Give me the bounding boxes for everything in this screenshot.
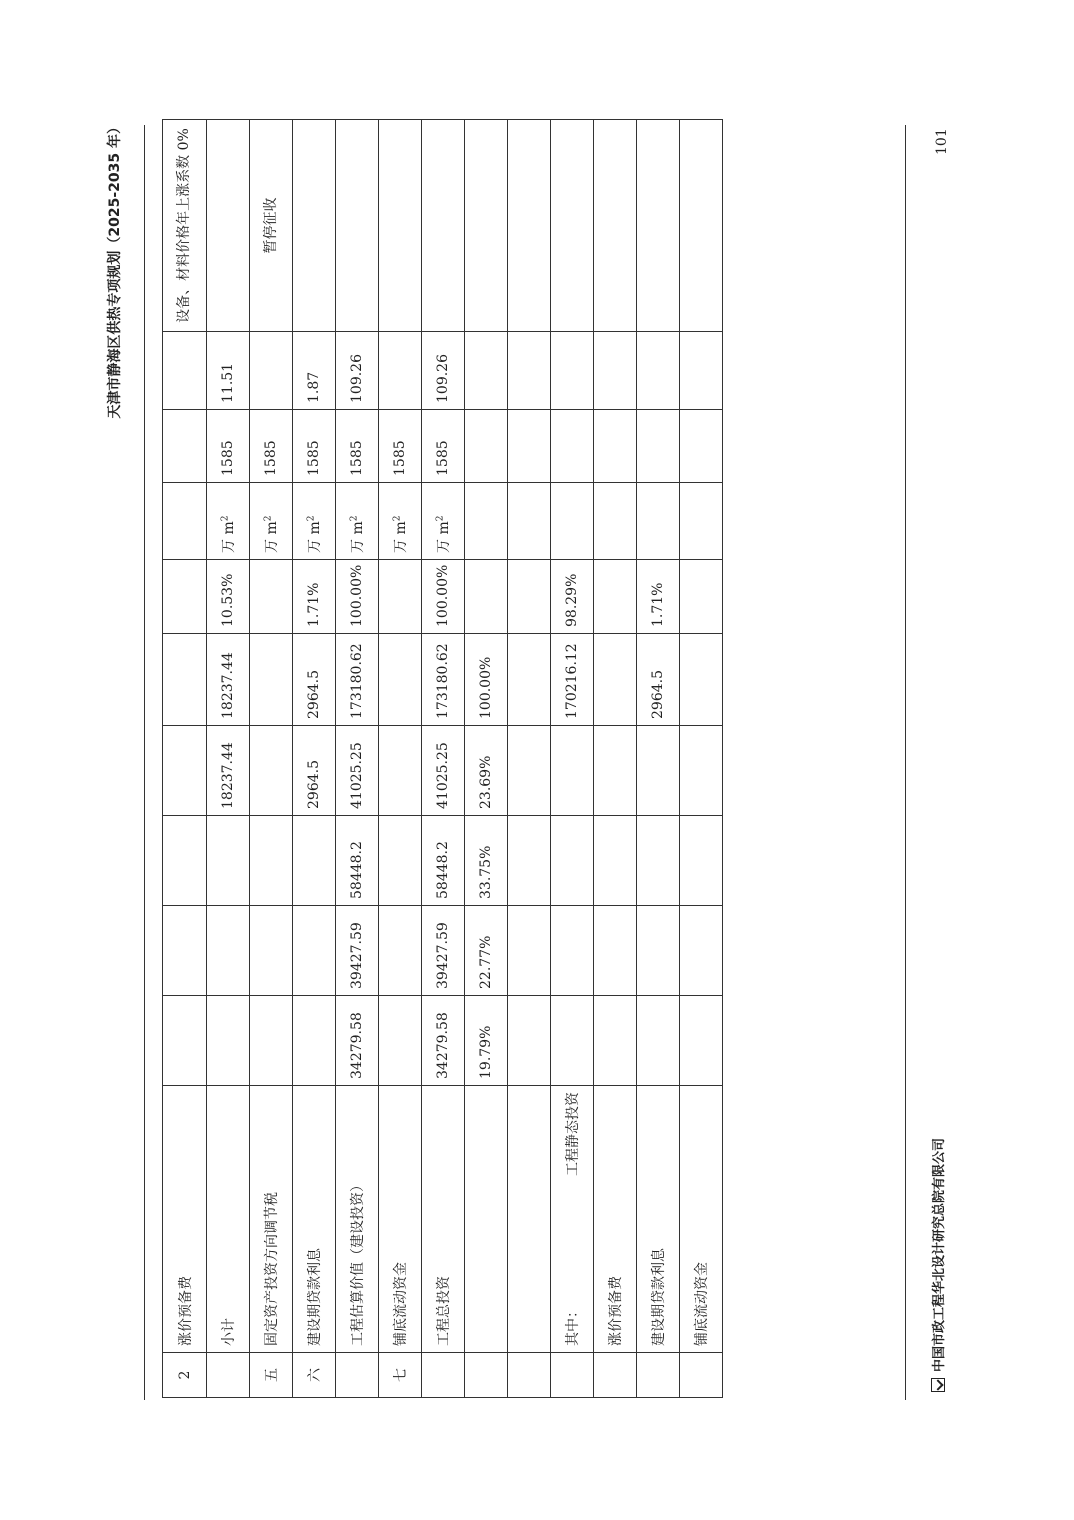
cell-c5: 18237.44	[207, 634, 250, 726]
cell-c2	[163, 906, 207, 996]
cell-unit	[465, 483, 508, 560]
cell-unit	[680, 483, 723, 560]
cell-qty	[551, 410, 594, 483]
cell-c4	[551, 726, 594, 816]
cell-note	[551, 120, 594, 332]
cell-note	[508, 120, 551, 332]
item-name: 工程总投资	[422, 1086, 465, 1353]
cell-c2	[680, 906, 723, 996]
cell-index: 1.87	[293, 332, 336, 410]
table-row	[508, 120, 551, 1398]
footer-rule	[905, 125, 906, 1400]
cell-c5: 100.00%	[465, 634, 508, 726]
cell-qty	[508, 410, 551, 483]
cell-c4: 41025.25	[422, 726, 465, 816]
item-prefix: 其中：	[565, 1304, 581, 1346]
item-name: 建设期贷款利息	[637, 1086, 680, 1353]
cell-c2	[637, 906, 680, 996]
row-number: 五	[250, 1353, 293, 1398]
unit-exponent: 2	[392, 515, 403, 522]
cell-unit	[336, 483, 379, 560]
table-row	[163, 120, 207, 1398]
cell-c5	[680, 634, 723, 726]
cell-unit	[250, 483, 293, 560]
table-row	[465, 120, 508, 1398]
footer-organization	[928, 1138, 947, 1392]
table-row	[207, 120, 250, 1398]
cell-c6	[680, 560, 723, 634]
cell-c3: 58448.2	[336, 816, 379, 906]
cell-note	[680, 120, 723, 332]
unit-exponent: 2	[435, 515, 446, 522]
cell-c1: 19.79%	[465, 996, 508, 1086]
cell-c4: 23.69%	[465, 726, 508, 816]
cell-c6: 100.00%	[422, 560, 465, 634]
cell-c3	[250, 816, 293, 906]
item-name: 铺底流动资金	[379, 1086, 422, 1353]
table-row	[551, 120, 594, 1398]
unit-text: 万 m	[264, 521, 280, 553]
cell-index	[637, 332, 680, 410]
unit-exponent: 2	[263, 515, 274, 522]
item-name: 涨价预备费	[594, 1086, 637, 1353]
cell-c1	[637, 996, 680, 1086]
cell-c1	[250, 996, 293, 1086]
cell-unit	[508, 483, 551, 560]
cell-c5	[379, 634, 422, 726]
cell-note	[293, 120, 336, 332]
unit-text: 万 m	[221, 521, 237, 553]
cell-qty: 1585	[422, 410, 465, 483]
cell-unit	[594, 483, 637, 560]
cell-c4: 2964.5	[293, 726, 336, 816]
cell-c1	[594, 996, 637, 1086]
cell-c3	[207, 816, 250, 906]
cell-index	[551, 332, 594, 410]
item-name: 涨价预备费	[163, 1086, 207, 1353]
row-number	[680, 1353, 723, 1398]
cell-c3	[293, 816, 336, 906]
cell-c2	[207, 906, 250, 996]
unit-text: 万 m	[307, 521, 323, 553]
cell-c2: 22.77%	[465, 906, 508, 996]
item-name: 固定资产投资方向调节税	[250, 1086, 293, 1353]
cell-c1	[163, 996, 207, 1086]
cell-c1	[551, 996, 594, 1086]
cell-c6	[465, 560, 508, 634]
cell-qty: 1585	[293, 410, 336, 483]
cell-index	[250, 332, 293, 410]
cell-c2: 39427.59	[336, 906, 379, 996]
cell-c2	[508, 906, 551, 996]
cell-unit	[551, 483, 594, 560]
cell-note	[379, 120, 422, 332]
row-number	[551, 1353, 594, 1398]
cell-c5: 2964.5	[293, 634, 336, 726]
cell-unit	[207, 483, 250, 560]
cell-c2: 39427.59	[422, 906, 465, 996]
cell-c5	[250, 634, 293, 726]
cell-qty: 1585	[207, 410, 250, 483]
cell-c4	[379, 726, 422, 816]
cell-c6: 1.71%	[637, 560, 680, 634]
cell-qty: 1585	[250, 410, 293, 483]
cell-note	[594, 120, 637, 332]
cell-index	[508, 332, 551, 410]
cell-c4	[250, 726, 293, 816]
table-row	[680, 120, 723, 1398]
company-logo-icon	[931, 1378, 945, 1392]
table-row	[250, 120, 293, 1398]
cell-c4: 41025.25	[336, 726, 379, 816]
cell-c3	[508, 816, 551, 906]
cell-c5: 173180.62	[336, 634, 379, 726]
cell-c4: 18237.44	[207, 726, 250, 816]
row-number: 七	[379, 1353, 422, 1398]
cell-c3: 58448.2	[422, 816, 465, 906]
cell-note	[637, 120, 680, 332]
cell-unit	[637, 483, 680, 560]
cell-c6	[379, 560, 422, 634]
item-name	[508, 1086, 551, 1353]
cell-qty	[637, 410, 680, 483]
cell-qty: 1585	[336, 410, 379, 483]
cell-c1	[680, 996, 723, 1086]
table-row	[293, 120, 336, 1398]
cell-note: 暂停征收	[250, 120, 293, 332]
cell-note: 设备、材料价格年上涨系数 0%	[163, 120, 207, 332]
cell-c2	[379, 906, 422, 996]
cell-c4	[594, 726, 637, 816]
cell-index: 109.26	[336, 332, 379, 410]
cell-unit	[422, 483, 465, 560]
unit-exponent: 2	[349, 515, 360, 522]
cell-c2	[594, 906, 637, 996]
cell-qty: 1585	[379, 410, 422, 483]
row-number	[422, 1353, 465, 1398]
cell-c5: 2964.5	[637, 634, 680, 726]
item-name: 工程估算价值（建设投资）	[336, 1086, 379, 1353]
cell-c1: 34279.58	[422, 996, 465, 1086]
table-row	[637, 120, 680, 1398]
unit-text: 万 m	[393, 521, 409, 553]
row-number	[465, 1353, 508, 1398]
row-number	[637, 1353, 680, 1398]
footer-org-name: 中国市政工程华北设计研究总院有限公司	[932, 1137, 947, 1372]
cell-index: 109.26	[422, 332, 465, 410]
table-row	[594, 120, 637, 1398]
item-name: 小计	[207, 1086, 250, 1353]
row-number	[508, 1353, 551, 1398]
item-name: 铺底流动资金	[680, 1086, 723, 1353]
cell-c3	[163, 816, 207, 906]
investment-estimate-table	[162, 119, 723, 1398]
cell-c1	[379, 996, 422, 1086]
cell-c5: 170216.12	[551, 634, 594, 726]
cell-unit	[379, 483, 422, 560]
row-number	[336, 1353, 379, 1398]
cell-note	[465, 120, 508, 332]
cell-note	[422, 120, 465, 332]
row-number	[207, 1353, 250, 1398]
cell-c3	[551, 816, 594, 906]
cell-c3	[637, 816, 680, 906]
cell-qty	[594, 410, 637, 483]
cell-index	[379, 332, 422, 410]
unit-text: 万 m	[436, 521, 452, 553]
cell-qty	[163, 410, 207, 483]
cell-note	[207, 120, 250, 332]
cell-unit	[163, 483, 207, 560]
cell-c6	[594, 560, 637, 634]
cell-c6: 1.71%	[293, 560, 336, 634]
cell-c6: 98.29%	[551, 560, 594, 634]
cell-c3	[379, 816, 422, 906]
cell-c4	[637, 726, 680, 816]
cell-qty	[680, 410, 723, 483]
cell-c1	[293, 996, 336, 1086]
cell-qty	[465, 410, 508, 483]
cell-c5	[508, 634, 551, 726]
cell-index	[594, 332, 637, 410]
cell-c4	[508, 726, 551, 816]
cell-c2	[293, 906, 336, 996]
cell-c3: 33.75%	[465, 816, 508, 906]
cell-c6: 100.00%	[336, 560, 379, 634]
row-number	[594, 1353, 637, 1398]
page-header-title: 天津市静海区供热专项规划（2025-2035 年）	[107, 120, 123, 419]
cell-c1	[508, 996, 551, 1086]
cell-index: 11.51	[207, 332, 250, 410]
cell-c6	[508, 560, 551, 634]
cell-c5: 173180.62	[422, 634, 465, 726]
cell-c2	[250, 906, 293, 996]
cell-c5	[163, 634, 207, 726]
item-name	[465, 1086, 508, 1353]
cell-c5	[594, 634, 637, 726]
table-row	[379, 120, 422, 1398]
item-name	[551, 1086, 594, 1353]
unit-exponent: 2	[306, 515, 317, 522]
table-row	[422, 120, 465, 1398]
cell-index	[680, 332, 723, 410]
row-number: 六	[293, 1353, 336, 1398]
cell-c6	[250, 560, 293, 634]
table-row	[336, 120, 379, 1398]
cell-index	[465, 332, 508, 410]
item-name: 建设期贷款利息	[293, 1086, 336, 1353]
cell-c3	[680, 816, 723, 906]
unit-text: 万 m	[350, 521, 366, 553]
cell-c1: 34279.58	[336, 996, 379, 1086]
cell-c6	[163, 560, 207, 634]
row-number: 2	[163, 1353, 207, 1398]
cell-c3	[594, 816, 637, 906]
item-name-text: 工程静态投资	[565, 1092, 581, 1176]
cell-note	[336, 120, 379, 332]
header-rule	[144, 125, 145, 1400]
cell-c4	[163, 726, 207, 816]
cell-c2	[551, 906, 594, 996]
cell-unit	[293, 483, 336, 560]
cell-c1	[207, 996, 250, 1086]
cell-c4	[680, 726, 723, 816]
cell-index	[163, 332, 207, 410]
unit-exponent: 2	[220, 515, 231, 522]
cell-c6: 10.53%	[207, 560, 250, 634]
page-number: 101	[934, 128, 950, 155]
